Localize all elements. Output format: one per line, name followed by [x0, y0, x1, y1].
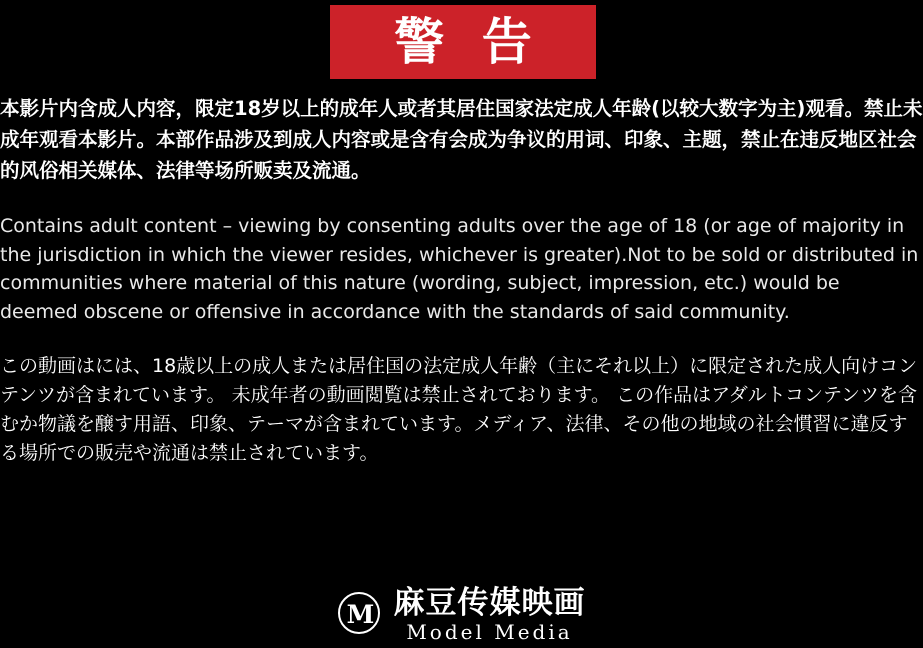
- notice-paragraph-japanese: この動画はには、18歳以上の成人または居住国の法定成人年齢（主にそれ以上）に限定された成人向けコンテンツが含まれています。 未成年者の動画閲覧は禁止されております。 この作品はアダルトコンテンツを含むか物議を醸す用語、印象、テーマが含まれています。メディア、法律、その他の地域の社会慣習に違反する場所での販売や流通は禁止されています。: [0, 355, 918, 464]
- brand-logo: [0, 584, 923, 646]
- notice-text-block: [0, 93, 923, 468]
- warning-banner-label: 警 告: [394, 13, 542, 71]
- notice-paragraph-english: Contains adult content – viewing by consenting adults over the age of 18 (or age of majority in the jurisdiction in which the viewer resides, whichever is greater).Not to be sold or distributed in communities where material of this nature (wording, subject, impression, etc.) would be deemed obscene or offensive in accordance with the standards of said community.: [0, 215, 919, 323]
- logo-monogram-icon: [338, 592, 384, 638]
- warning-banner: [330, 5, 596, 79]
- logo-name-english: Model Media: [406, 620, 573, 644]
- notice-paragraph-chinese: 本影片内含成人内容，限定18岁以上的成年人或者其居住国家法定成人年龄(以较大数字为主)观看。禁止未成年观看本影片。本部作品涉及到成人内容或是含有会成为争议的用词、印象、主题，禁止在违反地区社会的风俗相关媒体、法律等场所贩卖及流通。: [0, 97, 923, 182]
- logo-name-chinese: 麻豆传媒映画: [393, 585, 586, 621]
- logo-monogram-letter: M: [346, 600, 375, 629]
- logo-wordmark: [393, 585, 586, 644]
